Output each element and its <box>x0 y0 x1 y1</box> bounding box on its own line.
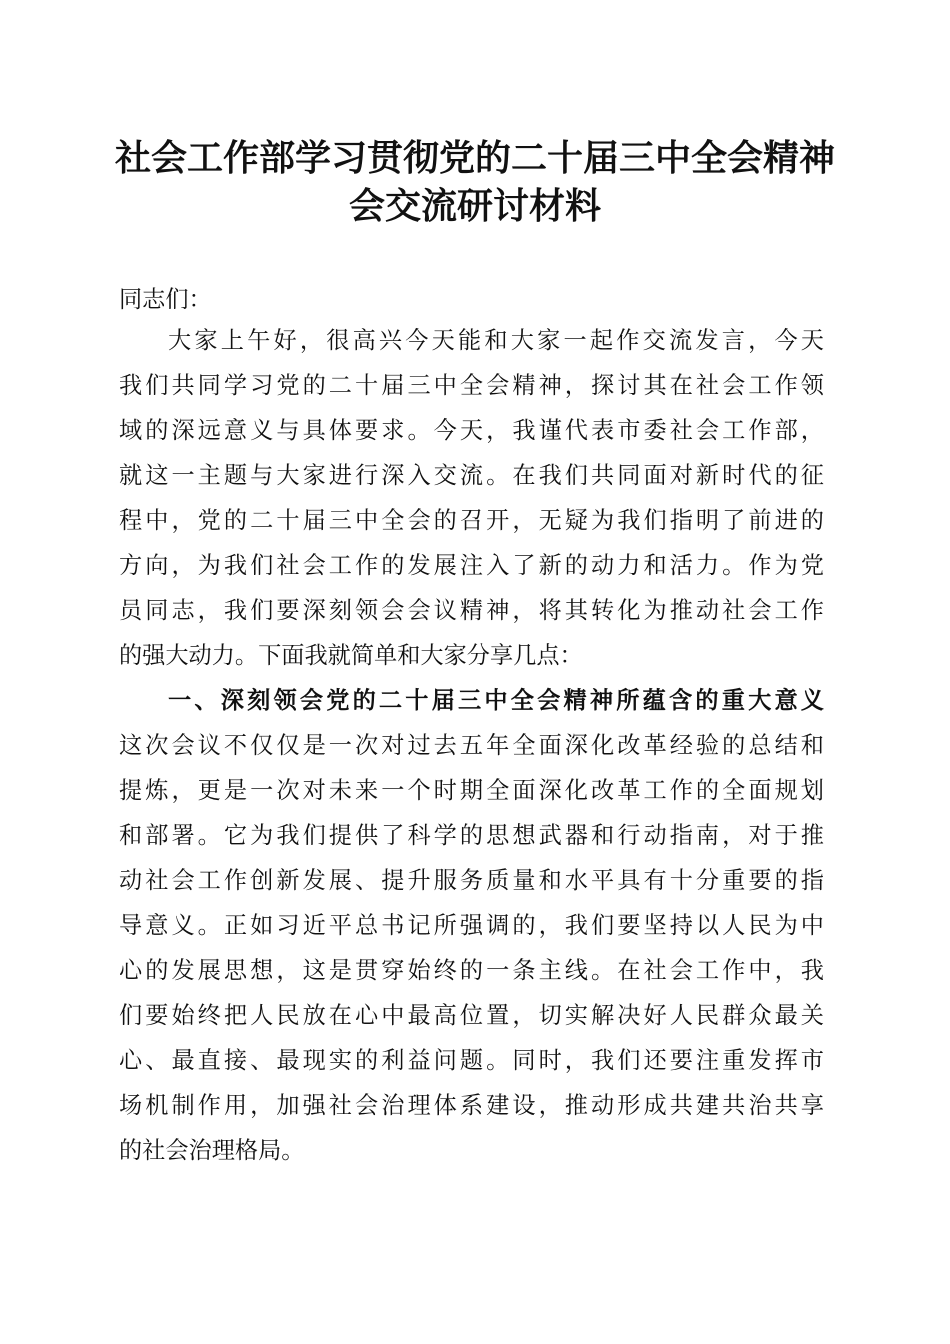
paragraph1-line: 我们共同学习党的二十届三中全会精神，探讨其在社会工作领 <box>119 372 824 399</box>
salutation: 同志们： <box>119 286 212 313</box>
paragraph1-line: 的强大动力。下面我就简单和大家分享几点： <box>119 642 583 669</box>
paragraph1-line: 大家上午好，很高兴今天能和大家一起作交流发言，今天 <box>168 327 824 354</box>
document-title-line-1: 社会工作部学习贯彻党的二十届三中全会精神 <box>114 137 835 179</box>
paragraph2-line: 提炼，更是一次对未来一个时期全面深化改革工作的全面规划 <box>119 777 824 804</box>
section1-heading: 一、深刻领会党的二十届三中全会精神所蕴含的重大意义 <box>168 687 824 714</box>
paragraph2-line: 心的发展思想，这是贯穿始终的一条主线。在社会工作中，我 <box>119 957 824 984</box>
paragraph2-line: 的社会治理格局。 <box>119 1137 305 1164</box>
paragraph1-line: 员同志，我们要深刻领会会议精神，将其转化为推动社会工作 <box>119 597 824 624</box>
paragraph2-line: 这次会议不仅仅是一次对过去五年全面深化改革经验的总结和 <box>119 732 824 759</box>
paragraph2-line: 导意义。正如习近平总书记所强调的，我们要坚持以人民为中 <box>119 912 824 939</box>
paragraph2-line: 心、最直接、最现实的利益问题。同时，我们还要注重发挥市 <box>119 1047 824 1074</box>
document-title-line-2: 会交流研讨材料 <box>348 185 601 227</box>
paragraph1-line: 方向，为我们社会工作的发展注入了新的动力和活力。作为党 <box>119 552 824 579</box>
paragraph1-line: 就这一主题与大家进行深入交流。在我们共同面对新时代的征 <box>119 462 824 489</box>
paragraph2-line: 和部署。它为我们提供了科学的思想武器和行动指南，对于推 <box>119 822 824 849</box>
paragraph2-line: 动社会工作创新发展、提升服务质量和水平具有十分重要的指 <box>119 867 824 894</box>
paragraph1-line: 域的深远意义与具体要求。今天，我谨代表市委社会工作部， <box>119 417 824 444</box>
paragraph1-line: 程中，党的二十届三中全会的召开，无疑为我们指明了前进的 <box>119 507 824 534</box>
paragraph2-line: 们要始终把人民放在心中最高位置，切实解决好人民群众最关 <box>119 1002 824 1029</box>
paragraph2-line: 场机制作用，加强社会治理体系建设，推动形成共建共治共享 <box>119 1092 824 1119</box>
